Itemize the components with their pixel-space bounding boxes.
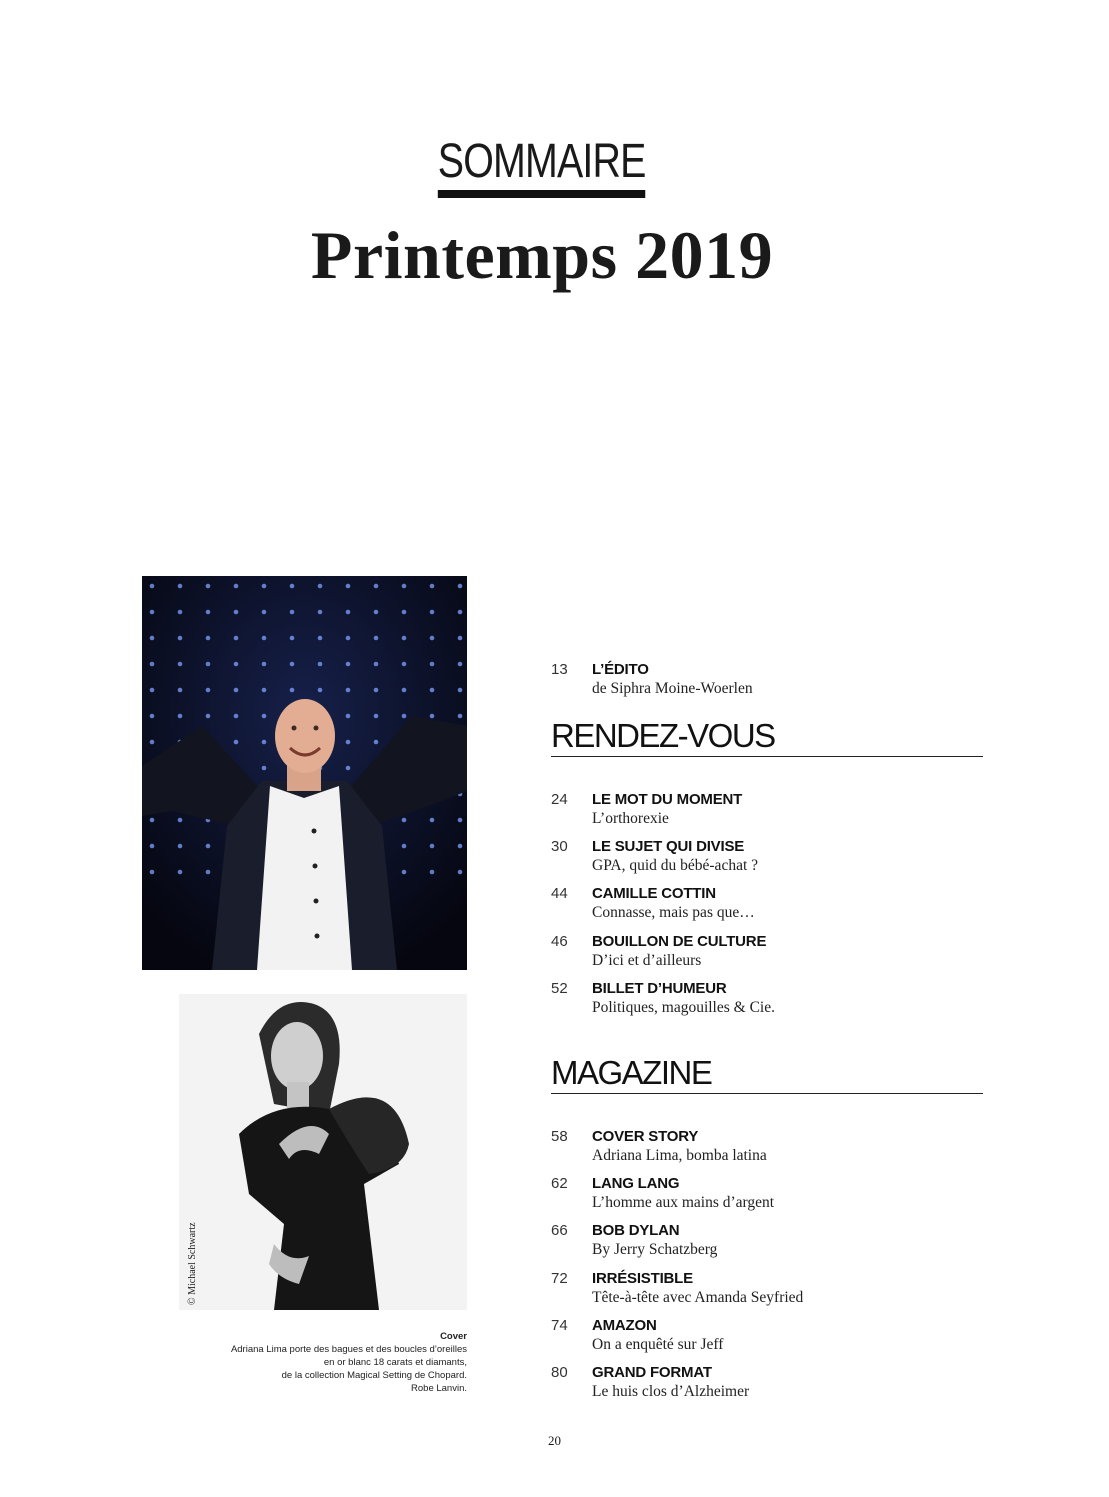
toc-subtitle: Connasse, mais pas que… xyxy=(592,904,755,921)
photo-cover-portrait xyxy=(179,994,467,1310)
toc-title: AMAZON xyxy=(592,1317,657,1334)
toc-title: CAMILLE COTTIN xyxy=(592,885,716,902)
cover-caption xyxy=(180,1330,467,1395)
photo-credit: © Michael Schwartz xyxy=(187,1222,198,1305)
toc-subtitle: Le huis clos d’Alzheimer xyxy=(592,1383,750,1400)
toc-page-number: 72 xyxy=(551,1270,568,1287)
toc-subtitle: Tête-à-tête avec Amanda Seyfried xyxy=(592,1289,804,1306)
section-heading-magazine: MAGAZINE xyxy=(551,1053,983,1094)
toc-title: BILLET D’HUMEUR xyxy=(592,980,727,997)
toc-subtitle: L’homme aux mains d’argent xyxy=(592,1194,775,1211)
toc-title: LE SUJET QUI DIVISE xyxy=(592,838,745,855)
toc-page-number: 44 xyxy=(551,885,568,902)
toc-page-number: 58 xyxy=(551,1128,568,1145)
page-title: Printemps 2019 xyxy=(310,217,774,293)
toc-subtitle: By Jerry Schatzberg xyxy=(592,1241,718,1258)
sommaire-kicker xyxy=(0,136,1084,198)
toc-subtitle: L’orthorexie xyxy=(592,810,669,827)
toc-title: LANG LANG xyxy=(592,1175,680,1192)
caption-line: en or blanc 18 carats et diamants, xyxy=(323,1357,467,1368)
caption-title: Cover xyxy=(440,1331,467,1342)
section-heading-rendez-vous: RENDEZ-VOUS xyxy=(551,716,983,757)
toc-title: BOUILLON DE CULTURE xyxy=(592,933,767,950)
photo-cover-illustration xyxy=(179,994,467,1310)
toc-subtitle: Adriana Lima, bomba latina xyxy=(592,1147,767,1164)
toc-subtitle: On a enquêté sur Jeff xyxy=(592,1336,724,1353)
toc-page-number: 30 xyxy=(551,838,568,855)
toc-title: COVER STORY xyxy=(592,1128,699,1145)
sommaire-label: SOMMAIRE xyxy=(438,136,646,198)
toc-subtitle: Politiques, magouilles & Cie. xyxy=(592,999,775,1016)
photo-stage-illustration xyxy=(142,576,467,970)
toc-title: GRAND FORMAT xyxy=(592,1364,712,1381)
toc-page-number: 80 xyxy=(551,1364,568,1381)
page-number: 20 xyxy=(548,1433,561,1448)
toc-title: IRRÉSISTIBLE xyxy=(592,1270,693,1287)
caption-line: de la collection Magical Setting de Chopard. xyxy=(281,1370,467,1381)
toc-page-number: 13 xyxy=(551,661,568,678)
toc-title: BOB DYLAN xyxy=(592,1222,680,1239)
caption-line: Adriana Lima porte des bagues et des boucles d’oreilles xyxy=(230,1344,467,1355)
toc-page-number: 24 xyxy=(551,791,568,808)
photo-stage-portrait xyxy=(142,576,467,970)
toc-page-number: 74 xyxy=(551,1317,568,1334)
toc-page-number: 62 xyxy=(551,1175,568,1192)
toc-title: LE MOT DU MOMENT xyxy=(592,791,743,808)
toc-subtitle: GPA, quid du bébé-achat ? xyxy=(592,857,759,874)
toc-page-number: 52 xyxy=(551,980,568,997)
toc-page-number: 66 xyxy=(551,1222,568,1239)
toc-title: L’ÉDITO xyxy=(592,661,649,678)
caption-line: Robe Lanvin. xyxy=(411,1383,467,1394)
toc-page-number: 46 xyxy=(551,933,568,950)
toc-subtitle: D’ici et d’ailleurs xyxy=(592,952,702,969)
toc-subtitle: de Siphra Moine-Woerlen xyxy=(592,680,753,697)
